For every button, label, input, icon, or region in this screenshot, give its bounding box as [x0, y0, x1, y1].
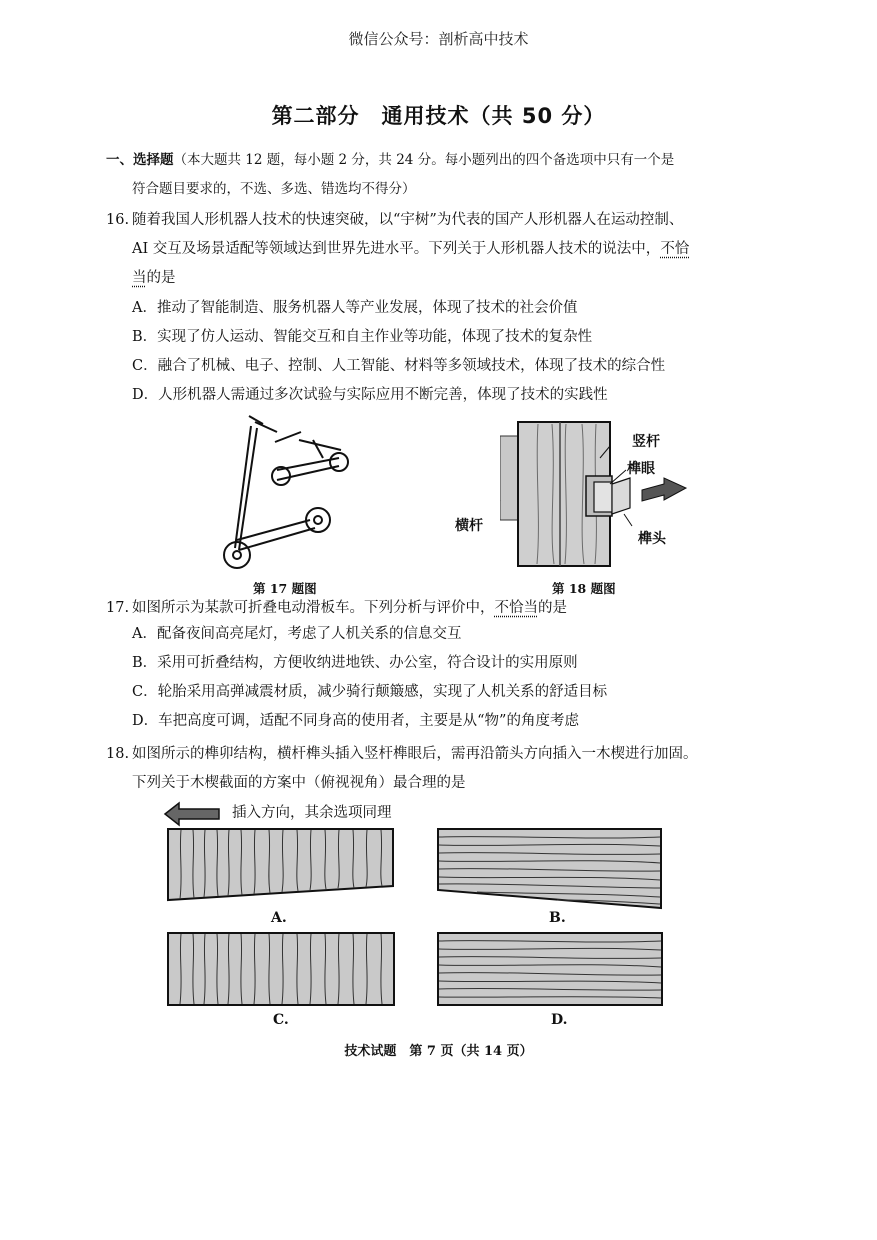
q16-number: 16.: [106, 212, 130, 228]
q16-option-c: C．融合了机械、电子、控制、人工智能、材料等多领域技术，体现了技术的综合性: [132, 358, 666, 374]
option-c-label: C.: [273, 1012, 289, 1028]
scooter-figure: [215, 410, 360, 575]
q17-option-c: C．轮胎采用高弹减震材质，减少骑行颠簸感，实现了人机关系的舒适目标: [132, 684, 608, 700]
watermark: 微信公众号：剖析高中技术: [348, 30, 529, 48]
label-tenon: 榫头: [638, 531, 666, 547]
q16-line-2: [132, 239, 689, 259]
wedge-option-b: [437, 828, 663, 910]
insert-direction-note: 插入方向，其余选项同理: [232, 805, 392, 821]
insert-direction-arrow-icon: [163, 801, 223, 827]
q16-line-3-text: 的是: [146, 270, 176, 286]
wedge-option-c: [167, 932, 395, 1006]
fig17-caption: 第 17 题图: [253, 581, 317, 596]
label-mortise: 榫眼: [627, 461, 655, 477]
label-vertical-rod: 竖杆: [632, 434, 660, 450]
wedge-option-a: [167, 828, 395, 903]
q18-line-1: 如图所示的榫卯结构，横杆榫头插入竖杆榫眼后，需再沿箭头方向插入一木楔进行加固。: [132, 746, 698, 762]
q17-option-a: A．配备夜间高亮尾灯，考虑了人机关系的信息交互: [132, 626, 462, 642]
q17-number: 17.: [106, 600, 130, 616]
q17-stem-text: 如图所示为某款可折叠电动滑板车。下列分析与评价中，: [132, 600, 495, 616]
option-a-label: A.: [271, 910, 287, 926]
instructions-line-2: 符合题目要求的，不选、多选、错选均不得分）: [132, 181, 416, 197]
q17-option-b: B．采用可折叠结构，方便收纳进地铁、办公室，符合设计的实用原则: [132, 655, 578, 671]
q17-emphasis: 不恰当: [494, 600, 538, 616]
wedge-option-d: [437, 932, 663, 1006]
q16-emphasis-1: 不恰: [660, 241, 690, 257]
page-footer: 技术试题 第 7 页（共 14 页）: [344, 1044, 533, 1059]
q16-option-d: D．人形机器人需通过多次试验与实际应用不断完善，体现了技术的实践性: [132, 387, 608, 403]
q17-option-d: D．车把高度可调，适配不同身高的使用者，主要是从“物”的角度考虑: [132, 713, 579, 729]
q17-stem: [132, 598, 567, 618]
option-d-label: D.: [551, 1012, 568, 1028]
q16-option-a: A．推动了智能制造、服务机器人等产业发展，体现了技术的社会价值: [132, 300, 578, 316]
q16-line-2-text: AI 交互及场景适配等领域达到世界先进水平。下列关于人形机器人技术的说法中，: [132, 241, 661, 257]
q16-option-b: B．实现了仿人运动、智能交互和自主作业等功能，体现了技术的复杂性: [132, 329, 593, 345]
q16-line-3: [132, 268, 176, 288]
fig18-caption: 第 18 题图: [552, 581, 616, 596]
q16-line-1: 随着我国人形机器人技术的快速突破，以“宇树”为代表的国产人形机器人在运动控制、: [132, 212, 684, 228]
instructions-lead: 一、选择题: [106, 152, 174, 168]
option-b-label: B.: [549, 910, 566, 926]
label-horizontal-rod: 横杆: [455, 518, 483, 534]
q18-number: 18.: [106, 746, 130, 762]
q16-emphasis-2: 当: [132, 270, 147, 286]
instructions-line-1: [106, 150, 674, 170]
instructions-text-1: （本大题共 12 题，每小题 2 分，共 24 分。每小题列出的四个备选项中只有一个是: [173, 152, 675, 168]
q18-line-2: 下列关于木楔截面的方案中（俯视视角）最合理的是: [132, 775, 466, 791]
q17-stem-tail: 的是: [538, 600, 567, 616]
section-title: 第二部分 通用技术（共 50 分）: [271, 104, 606, 128]
